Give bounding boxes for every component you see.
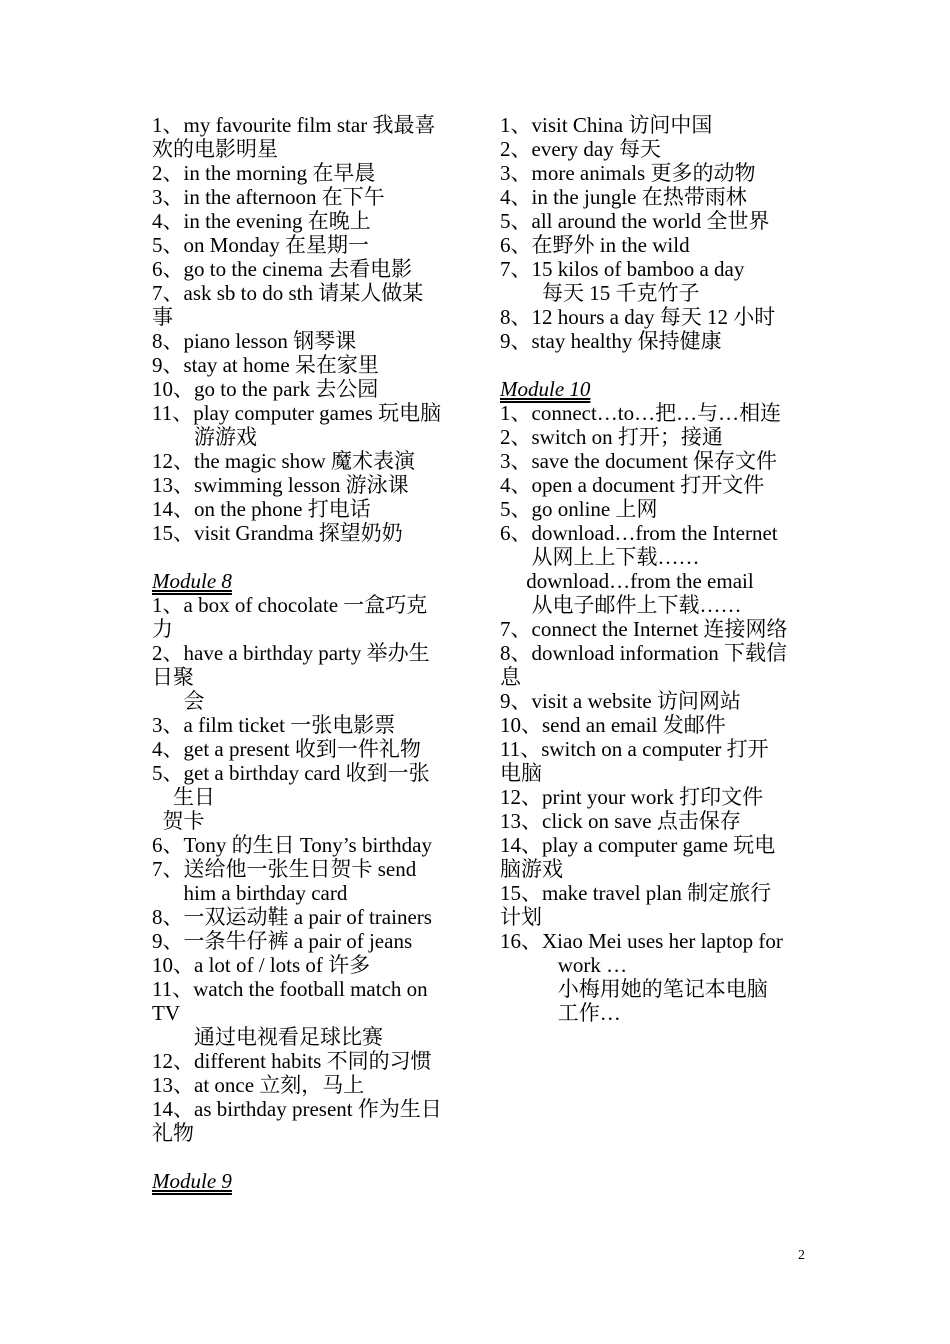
vocab-item xyxy=(152,857,452,905)
vocab-item xyxy=(500,305,810,329)
page-number: 2 xyxy=(798,1248,805,1263)
vocab-line: 8、download information 下载信 xyxy=(500,641,787,665)
vocab-line: 10、go to the park 去公园 xyxy=(152,377,379,401)
vocab-line: download…from the email xyxy=(500,569,754,593)
vocab-item xyxy=(152,1049,452,1073)
vocab-item xyxy=(152,281,452,329)
vocab-item xyxy=(152,377,452,401)
vocab-item xyxy=(152,689,452,713)
vocab-line: 6、Tony 的生日 Tony’s birthday xyxy=(152,833,432,857)
vocab-item xyxy=(152,713,452,737)
vocab-line: TV xyxy=(152,1001,180,1025)
vocab-line: 9、一条牛仔裤 a pair of jeans xyxy=(152,929,413,953)
vocab-item xyxy=(500,521,810,569)
vocab-line: 7、送给他一张生日贺卡 send xyxy=(152,857,417,881)
vocab-item xyxy=(500,977,810,1025)
vocab-line: 10、send an email 发邮件 xyxy=(500,713,726,737)
vocab-item xyxy=(500,185,810,209)
vocab-line: 11、watch the football match on xyxy=(152,977,428,1001)
vocab-line: 8、12 hours a day 每天 12 小时 xyxy=(500,305,776,329)
vocab-line: 2、in the morning 在早晨 xyxy=(152,161,376,185)
vocab-line: 从网上上下载…… xyxy=(500,545,700,569)
vocab-item xyxy=(500,449,810,473)
vocab-item xyxy=(500,785,810,809)
vocab-item xyxy=(152,593,452,641)
vocab-item xyxy=(152,833,452,857)
vocab-item xyxy=(500,137,810,161)
vocab-item xyxy=(500,401,810,425)
vocab-item xyxy=(500,617,810,641)
vocab-line: 息 xyxy=(500,665,521,689)
vocab-line: 2、switch on 打开；接通 xyxy=(500,425,723,449)
vocab-line: 7、connect the Internet 连接网络 xyxy=(500,617,788,641)
vocab-line: 13、swimming lesson 游泳课 xyxy=(152,473,409,497)
vocab-line: 9、visit a website 访问网站 xyxy=(500,689,741,713)
blank-line xyxy=(152,1145,452,1169)
vocab-line: him a birthday card xyxy=(152,881,348,905)
vocab-line: 通过电视看足球比赛 xyxy=(152,1025,383,1049)
vocab-item xyxy=(500,233,810,257)
vocab-line: 4、in the jungle 在热带雨林 xyxy=(500,185,747,209)
vocab-item xyxy=(500,713,810,737)
vocab-item xyxy=(152,809,452,833)
vocab-line: 1、a box of chocolate 一盒巧克 xyxy=(152,593,428,617)
vocab-line: 13、at once 立刻，马上 xyxy=(152,1073,365,1097)
module-heading: Module 8 xyxy=(152,569,232,593)
vocab-item xyxy=(152,257,452,281)
vocab-item xyxy=(500,209,810,233)
vocab-line: 13、click on save 点击保存 xyxy=(500,809,741,833)
vocab-line: 1、visit China 访问中国 xyxy=(500,113,713,137)
vocab-item xyxy=(500,473,810,497)
vocab-line: 12、the magic show 魔术表演 xyxy=(152,449,416,473)
vocab-item xyxy=(500,641,810,689)
vocab-item xyxy=(152,473,452,497)
vocab-line: 6、go to the cinema 去看电影 xyxy=(152,257,413,281)
vocab-line: 生日 xyxy=(152,785,215,809)
vocab-line: 7、ask sb to do sth 请某人做某 xyxy=(152,281,424,305)
vocab-item xyxy=(500,809,810,833)
vocab-line: 14、as birthday present 作为生日 xyxy=(152,1097,442,1121)
vocab-item xyxy=(152,641,452,689)
vocab-line: 贺卡 xyxy=(152,809,205,833)
vocab-line: 6、download…from the Internet xyxy=(500,521,778,545)
right-column xyxy=(500,113,810,1025)
vocab-line: 5、on Monday 在星期一 xyxy=(152,233,369,257)
vocab-line: 电脑 xyxy=(500,761,542,785)
vocab-line: 7、15 kilos of bamboo a day xyxy=(500,257,745,281)
vocab-line: 2、have a birthday party 举办生 xyxy=(152,641,430,665)
vocab-line: 欢的电影明星 xyxy=(152,137,278,161)
vocab-item xyxy=(152,1097,452,1145)
vocab-item xyxy=(152,977,452,1025)
vocab-item xyxy=(500,161,810,185)
vocab-line: 5、all around the world 全世界 xyxy=(500,209,770,233)
blank-line xyxy=(500,353,810,377)
vocab-line: 11、play computer games 玩电脑 xyxy=(152,401,442,425)
vocab-line: 15、visit Grandma 探望奶奶 xyxy=(152,521,403,545)
vocab-line: 14、play a computer game 玩电 xyxy=(500,833,776,857)
vocab-line: 15、make travel plan 制定旅行 xyxy=(500,881,772,905)
vocab-line: 从电子邮件上下载…… xyxy=(500,593,742,617)
vocab-item xyxy=(500,329,810,353)
vocab-item xyxy=(152,329,452,353)
vocab-item xyxy=(152,449,452,473)
vocab-line: 礼物 xyxy=(152,1121,194,1145)
vocab-item xyxy=(152,929,452,953)
vocab-line: 10、a lot of / lots of 许多 xyxy=(152,953,371,977)
vocab-item xyxy=(500,569,810,593)
vocab-line: 4、get a present 收到一件礼物 xyxy=(152,737,421,761)
vocab-item xyxy=(500,425,810,449)
vocab-line: 3、a film ticket 一张电影票 xyxy=(152,713,396,737)
vocab-line: 1、connect…to…把…与…相连 xyxy=(500,401,782,425)
vocab-line: 每天 15 千克竹子 xyxy=(500,281,700,305)
vocab-item xyxy=(152,521,452,545)
vocab-line: 工作… xyxy=(500,1001,621,1025)
vocab-line: 会 xyxy=(152,689,205,713)
vocab-line: 5、get a birthday card 收到一张 xyxy=(152,761,430,785)
vocab-item xyxy=(152,953,452,977)
vocab-line: 5、go online 上网 xyxy=(500,497,658,521)
vocab-item xyxy=(152,233,452,257)
vocab-line: 4、in the evening 在晚上 xyxy=(152,209,371,233)
vocab-line: 12、different habits 不同的习惯 xyxy=(152,1049,432,1073)
vocab-line: 3、more animals 更多的动物 xyxy=(500,161,756,185)
vocab-line: 16、Xiao Mei uses her laptop for xyxy=(500,929,783,953)
vocab-item xyxy=(152,905,452,929)
module-heading: Module 10 xyxy=(500,377,591,401)
blank-line xyxy=(152,545,452,569)
vocab-line: 3、save the document 保存文件 xyxy=(500,449,778,473)
left-column xyxy=(152,113,452,1193)
vocab-item xyxy=(500,833,810,881)
vocab-line: 力 xyxy=(152,617,173,641)
vocab-item xyxy=(500,593,810,617)
vocab-line: 小梅用她的笔记本电脑 xyxy=(500,977,768,1001)
vocab-line: 日聚 xyxy=(152,665,194,689)
vocab-item xyxy=(152,209,452,233)
vocab-item xyxy=(500,929,810,977)
vocab-line: 9、stay healthy 保持健康 xyxy=(500,329,722,353)
vocab-line: 2、every day 每天 xyxy=(500,137,661,161)
vocab-item xyxy=(500,737,810,785)
vocab-item xyxy=(500,689,810,713)
vocab-line: 4、open a document 打开文件 xyxy=(500,473,765,497)
vocab-line: 11、switch on a computer 打开 xyxy=(500,737,769,761)
vocab-item xyxy=(152,401,452,449)
vocab-line: 9、stay at home 呆在家里 xyxy=(152,353,379,377)
vocab-item xyxy=(152,1025,452,1049)
vocab-line: 6、在野外 in the wild xyxy=(500,233,690,257)
vocab-item xyxy=(152,497,452,521)
vocab-item xyxy=(152,161,452,185)
vocab-line: 计划 xyxy=(500,905,542,929)
vocab-item xyxy=(152,185,452,209)
vocab-item xyxy=(152,113,452,161)
vocab-line: 游游戏 xyxy=(152,425,257,449)
vocab-item xyxy=(500,257,810,305)
vocab-line: 8、piano lesson 钢琴课 xyxy=(152,329,357,353)
vocab-line: 脑游戏 xyxy=(500,857,563,881)
vocab-line: 1、my favourite film star 我最喜 xyxy=(152,113,436,137)
vocab-item xyxy=(152,353,452,377)
vocab-item xyxy=(152,1073,452,1097)
vocab-line: 8、一双运动鞋 a pair of trainers xyxy=(152,905,432,929)
vocab-line: 12、print your work 打印文件 xyxy=(500,785,764,809)
vocab-item xyxy=(500,881,810,929)
vocab-item xyxy=(152,737,452,761)
vocab-line: 事 xyxy=(152,305,173,329)
vocab-line: 14、on the phone 打电话 xyxy=(152,497,371,521)
vocab-item xyxy=(500,113,810,137)
vocab-line: work … xyxy=(500,953,628,977)
module-heading: Module 9 xyxy=(152,1169,232,1193)
vocab-item xyxy=(500,497,810,521)
vocab-line: 3、in the afternoon 在下午 xyxy=(152,185,385,209)
vocab-item xyxy=(152,761,452,809)
